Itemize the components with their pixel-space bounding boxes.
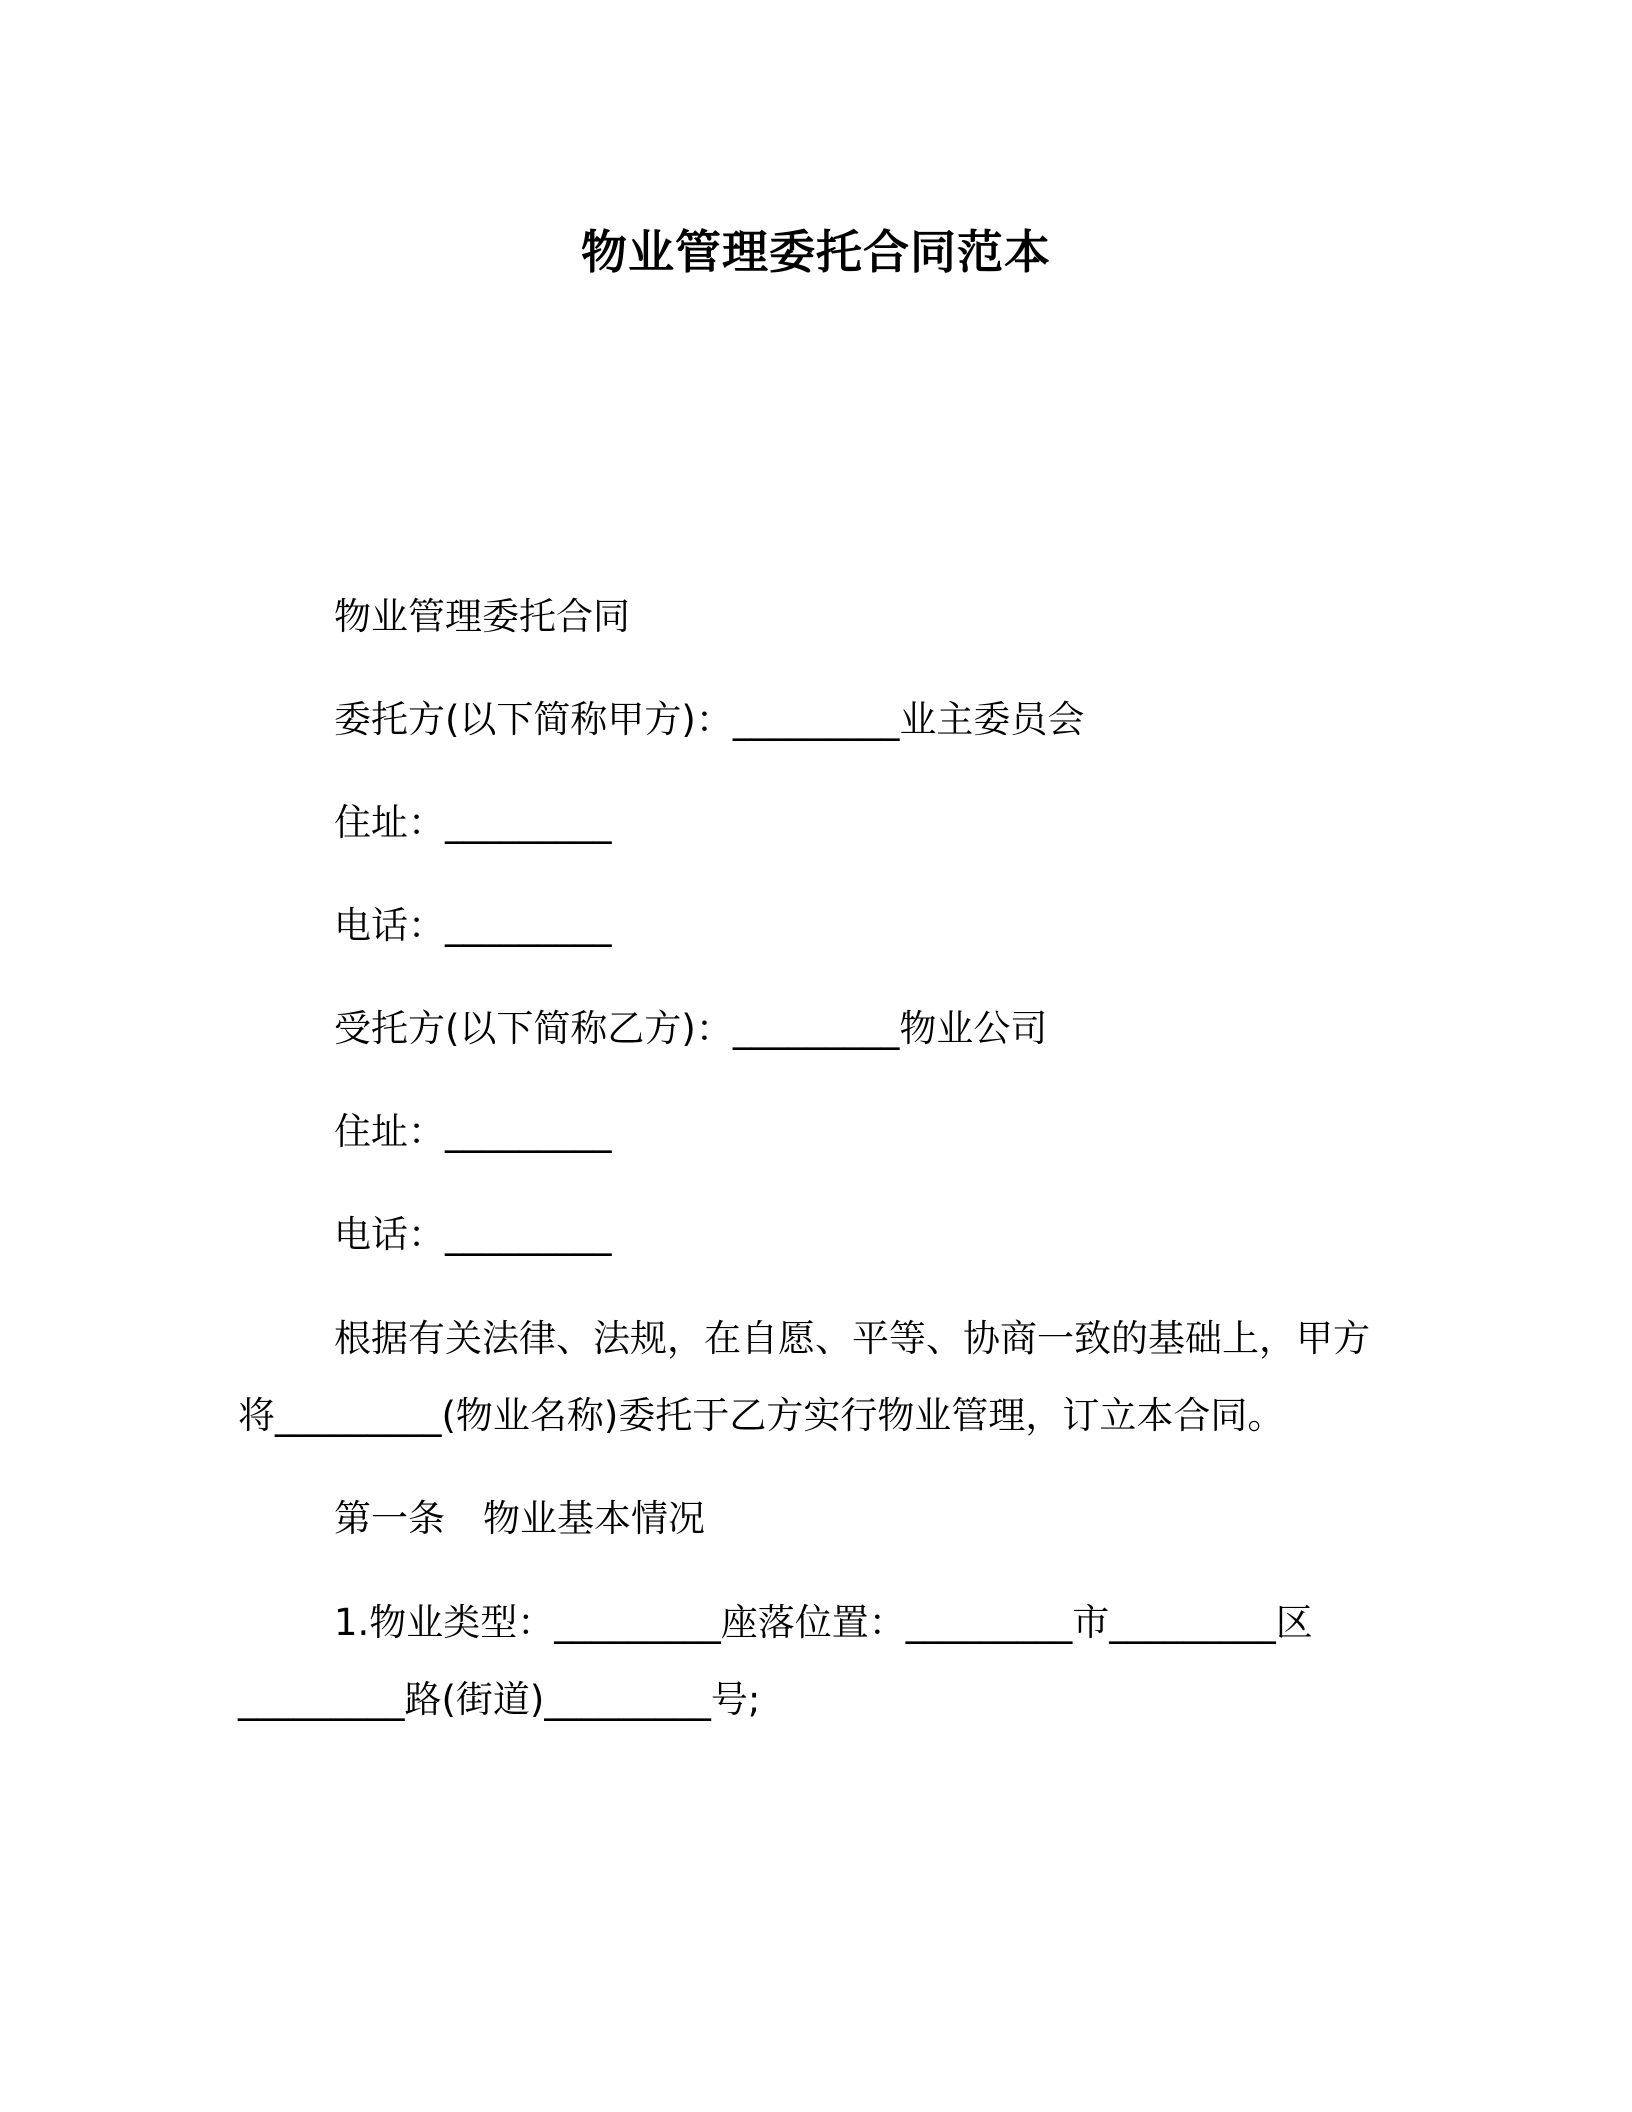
party-b-address: 住址：_________	[334, 1110, 612, 1153]
item-1-line-1: 1.物业类型：_________座落位置：_________市_________区	[334, 1601, 1313, 1644]
party-a-address: 住址：_________	[334, 801, 612, 844]
item-1-paragraph	[238, 1584, 1378, 1738]
article-1-title: 物业基本情况	[483, 1497, 705, 1540]
article-1-heading	[334, 1494, 705, 1544]
party-b-phone: 电话：_________	[334, 1213, 612, 1256]
preamble-line-2: 将_________(物业名称)委托于乙方实行物业管理，订立本合同。	[238, 1394, 1285, 1437]
document-title: 物业管理委托合同范本	[581, 225, 1051, 279]
contract-heading: 物业管理委托合同	[334, 595, 630, 638]
party-a-line: 委托方(以下简称甲方)：_________业主委员会	[334, 698, 1085, 741]
party-a-phone: 电话：_________	[334, 904, 612, 947]
preamble-paragraph	[238, 1300, 1378, 1454]
preamble-line-1: 根据有关法律、法规，在自愿、平等、协商一致的基础上，甲方	[334, 1317, 1370, 1360]
article-1-number: 第一条	[334, 1497, 445, 1540]
item-1-line-2: _________路(街道)_________号;	[238, 1678, 761, 1721]
party-b-line: 受托方(以下简称乙方)：_________物业公司	[334, 1007, 1048, 1050]
